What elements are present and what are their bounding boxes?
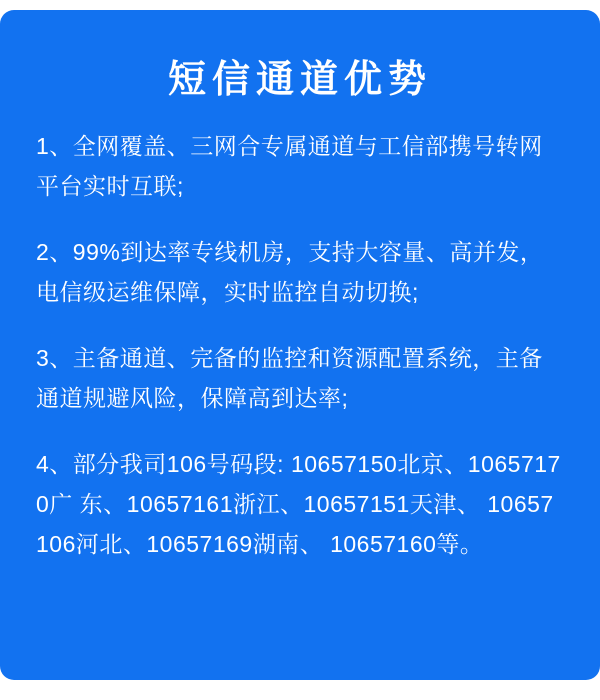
list-item: 2、99%到达率专线机房，支持大容量、高并发，电信级运维保障，实时监控自动切换;	[36, 238, 544, 305]
list-item: 1、全网覆盖、三网合专属通道与工信部携号转网平台实时互联;	[36, 132, 543, 199]
list-item: 3、主备通道、完备的监控和资源配置系统，主备通道规避风险，保障高到达率;	[36, 344, 543, 411]
list-item: 4、部分我司106号码段: 10657150北京、10657170广 东、10657161浙江、10657151天津、 10657106河北、10657169湖南、 10657160等。	[36, 450, 561, 557]
advantages-list	[36, 114, 564, 564]
promo-card	[0, 10, 600, 680]
page-title: 短信通道优势	[167, 59, 432, 101]
